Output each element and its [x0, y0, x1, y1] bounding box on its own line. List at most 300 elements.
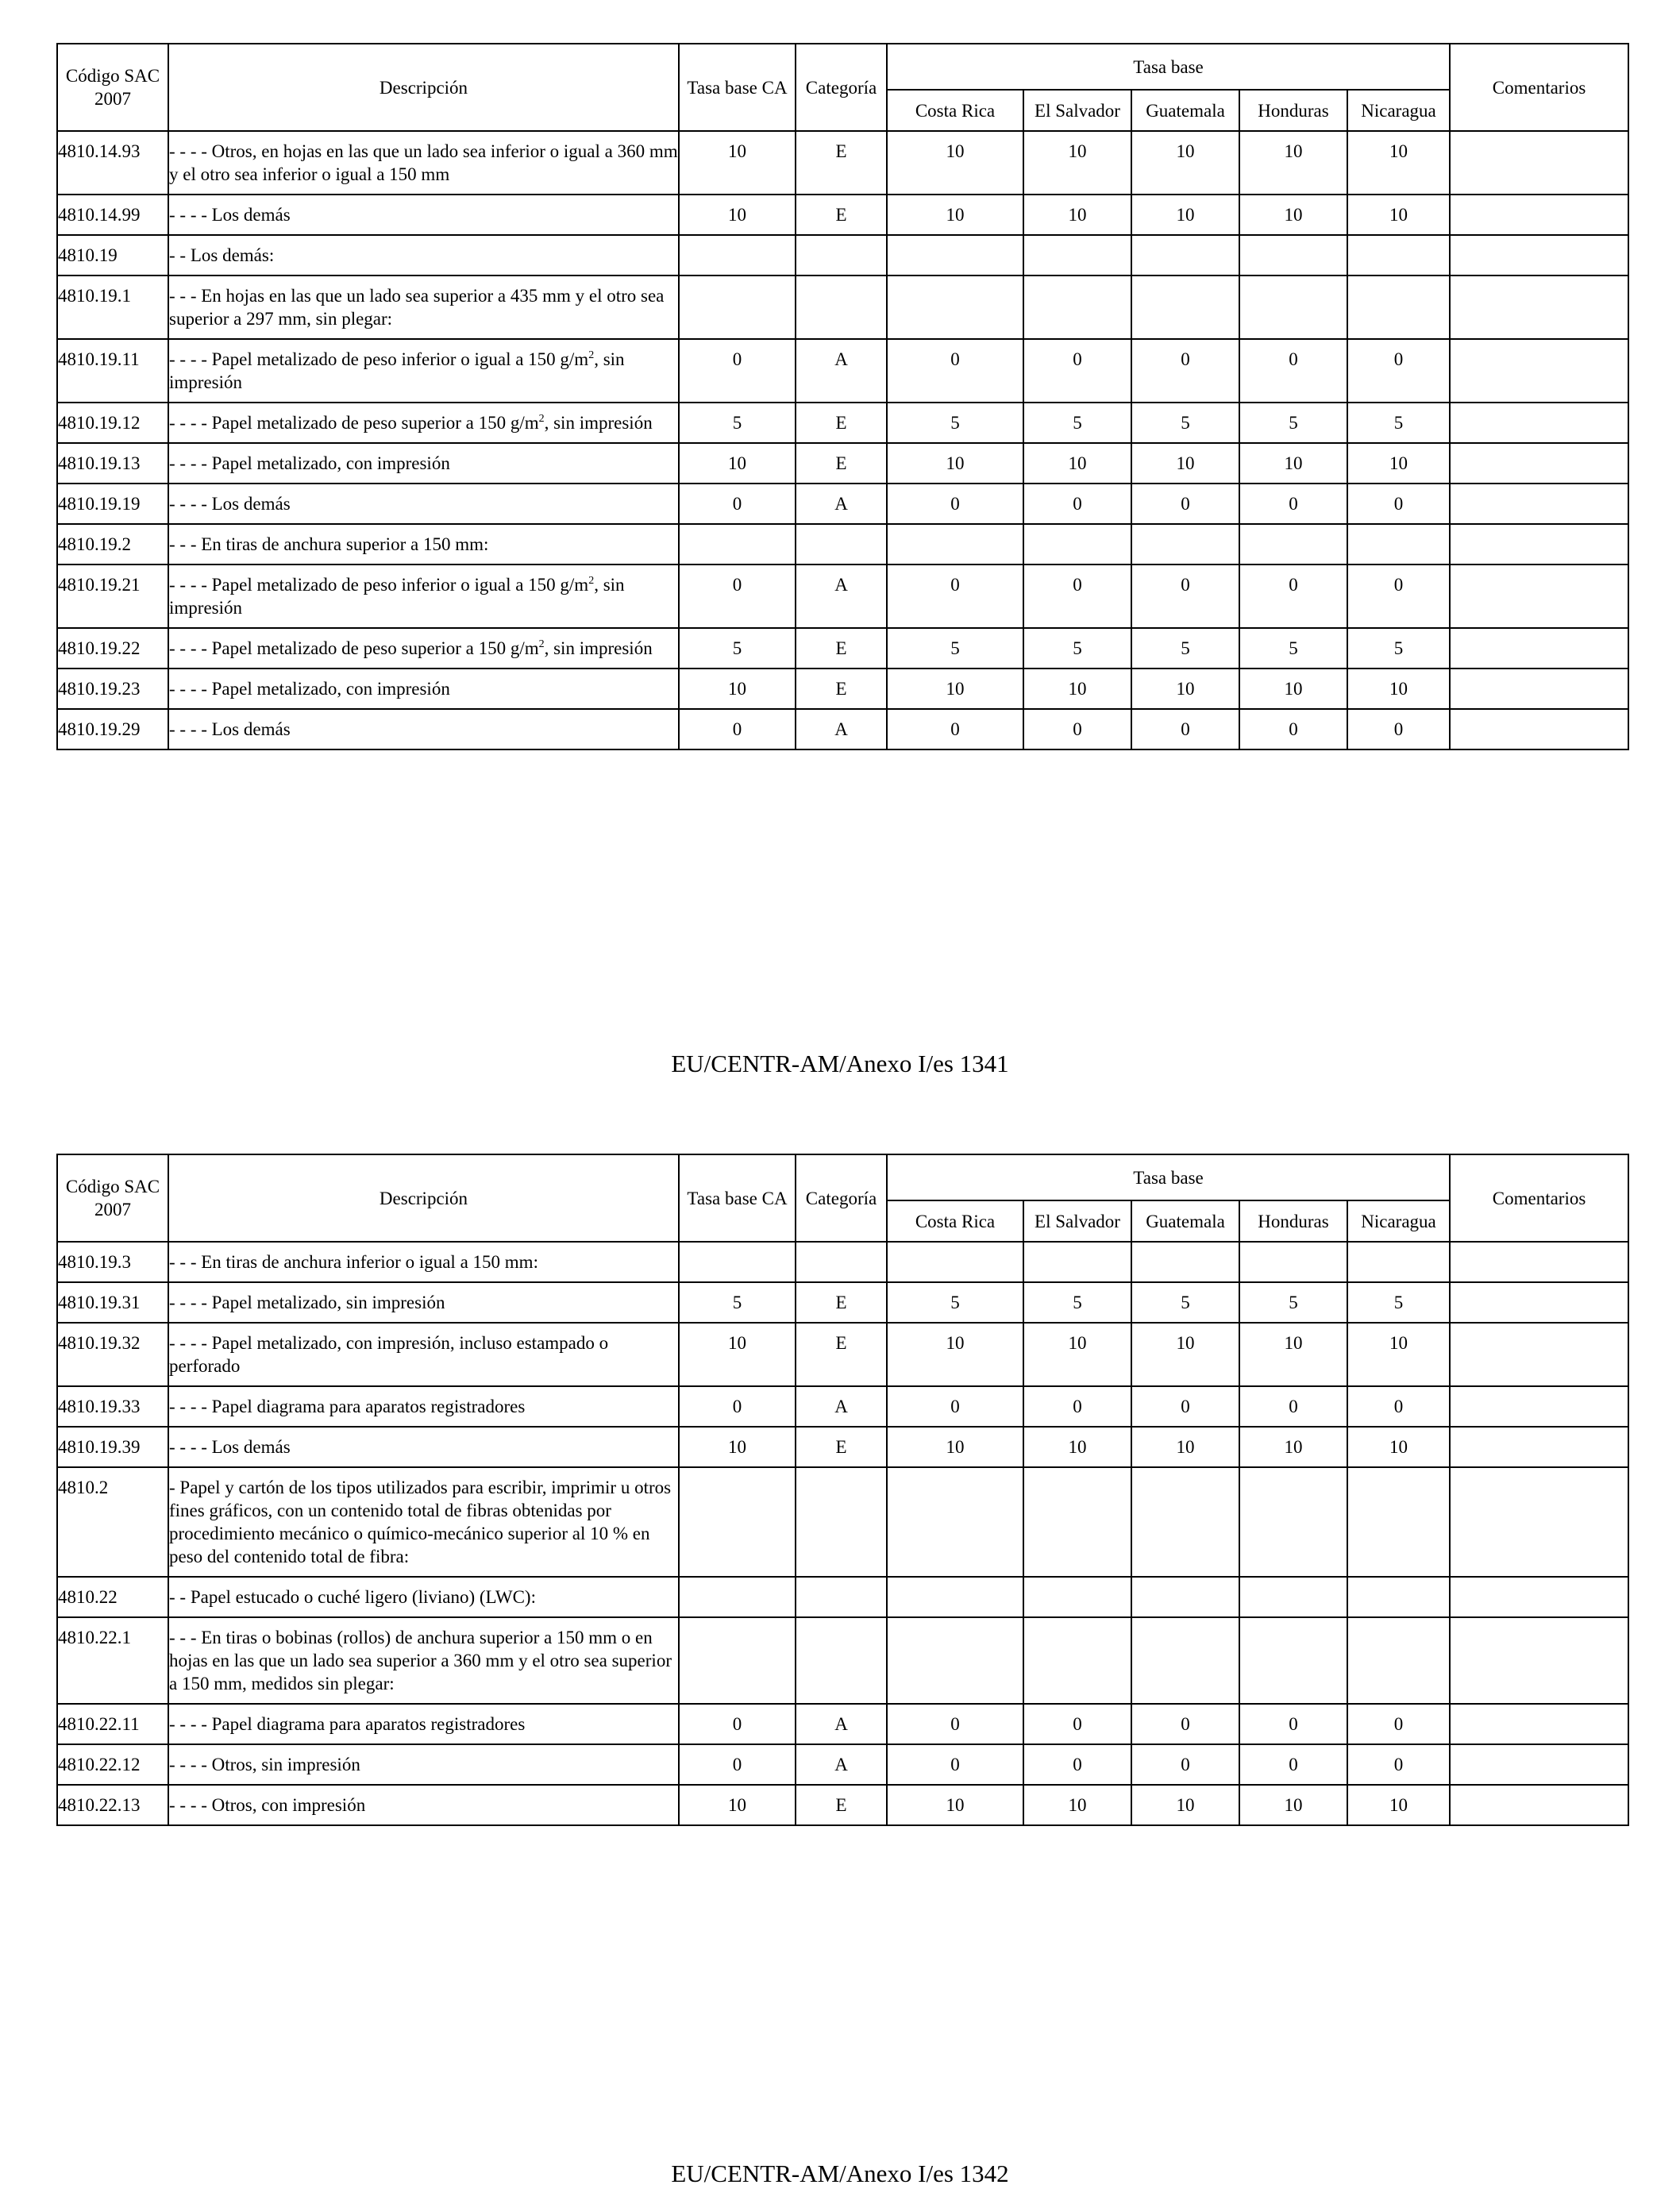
rate-costa-rica: 5: [887, 628, 1023, 669]
table-row: [57, 1744, 1628, 1785]
rate-el-salvador: 5: [1023, 1282, 1131, 1323]
rate-honduras: 10: [1239, 1427, 1347, 1467]
rate-costa-rica: 0: [887, 1704, 1023, 1744]
rate-nicaragua: 10: [1347, 1323, 1450, 1386]
rate-el-salvador: [1023, 1577, 1131, 1617]
sac-code: 4810.19.31: [57, 1282, 168, 1323]
rate-guatemala: 0: [1131, 1704, 1239, 1744]
table-row: [57, 564, 1628, 628]
base-rate-ca: [679, 1242, 796, 1282]
rate-el-salvador: 5: [1023, 403, 1131, 443]
base-rate-ca: 10: [679, 443, 796, 484]
rate-guatemala: 0: [1131, 564, 1239, 628]
base-rate-ca: 0: [679, 709, 796, 749]
table-row: [57, 1282, 1628, 1323]
table-row: [57, 1323, 1628, 1386]
comments-cell: [1450, 403, 1628, 443]
comments-cell: [1450, 669, 1628, 709]
rate-el-salvador: 0: [1023, 1704, 1131, 1744]
rate-guatemala: [1131, 276, 1239, 339]
table-row: [57, 235, 1628, 276]
base-rate-ca: 10: [679, 1427, 796, 1467]
sac-code: 4810.19.19: [57, 484, 168, 524]
rate-costa-rica: [887, 276, 1023, 339]
rate-guatemala: 5: [1131, 403, 1239, 443]
comments-cell: [1450, 1617, 1628, 1704]
table-row: [57, 131, 1628, 195]
rate-honduras: 10: [1239, 669, 1347, 709]
sac-code: 4810.19.3: [57, 1242, 168, 1282]
category: A: [796, 484, 887, 524]
description-cell: - - - - Papel metalizado, con impresión, incluso estampado o perforado: [168, 1323, 679, 1386]
table-row: [57, 1577, 1628, 1617]
rate-honduras: 10: [1239, 1323, 1347, 1386]
rate-costa-rica: 0: [887, 709, 1023, 749]
header-honduras: Honduras: [1239, 90, 1347, 131]
base-rate-ca: [679, 1467, 796, 1577]
rate-nicaragua: 0: [1347, 339, 1450, 403]
description-cell: - - - En tiras o bobinas (rollos) de anchura superior a 150 mm o en hojas en las que un lado sea superior a 360 mm y el otro sea superior a 150 mm, medidos sin plegar:: [168, 1617, 679, 1704]
description-cell: - - - - Otros, con impresión: [168, 1785, 679, 1825]
rate-nicaragua: [1347, 1617, 1450, 1704]
base-rate-ca: 10: [679, 1323, 796, 1386]
rate-guatemala: [1131, 1577, 1239, 1617]
rate-honduras: 10: [1239, 195, 1347, 235]
rate-el-salvador: 0: [1023, 484, 1131, 524]
rate-nicaragua: 0: [1347, 564, 1450, 628]
rate-costa-rica: 0: [887, 564, 1023, 628]
base-rate-ca: 5: [679, 403, 796, 443]
sac-code: 4810.19.39: [57, 1427, 168, 1467]
header-rate-ca: Tasa base CA: [679, 44, 796, 131]
rate-honduras: [1239, 1242, 1347, 1282]
description-cell: - - - - Los demás: [168, 709, 679, 749]
sac-code: 4810.19.2: [57, 524, 168, 564]
description-text: , sin impresión: [544, 413, 653, 433]
description-cell: - - - - Papel diagrama para aparatos registradores: [168, 1386, 679, 1427]
comments-cell: [1450, 709, 1628, 749]
rate-el-salvador: [1023, 524, 1131, 564]
sac-code: 4810.19.13: [57, 443, 168, 484]
description-cell: [168, 403, 679, 443]
tariff-table-1: [56, 43, 1629, 750]
sac-code: 4810.14.99: [57, 195, 168, 235]
base-rate-ca: [679, 1577, 796, 1617]
rate-guatemala: 0: [1131, 1744, 1239, 1785]
base-rate-ca: [679, 1617, 796, 1704]
comments-cell: [1450, 1323, 1628, 1386]
description-cell: - - Los demás:: [168, 235, 679, 276]
tariff-table-2: [56, 1154, 1629, 1826]
rate-nicaragua: [1347, 1577, 1450, 1617]
unit-exponent: 2: [588, 349, 595, 361]
sac-code: 4810.22.1: [57, 1617, 168, 1704]
category: [796, 235, 887, 276]
rate-guatemala: 10: [1131, 1323, 1239, 1386]
rate-costa-rica: [887, 1467, 1023, 1577]
table-row: [57, 1242, 1628, 1282]
header-comments: Comentarios: [1450, 1154, 1628, 1242]
sac-code: 4810.22.13: [57, 1785, 168, 1825]
sac-code: 4810.19.23: [57, 669, 168, 709]
description-text: - - - - Papel metalizado de peso superior a 150 g/m: [169, 638, 539, 658]
comments-cell: [1450, 484, 1628, 524]
table-row: [57, 484, 1628, 524]
rate-honduras: [1239, 235, 1347, 276]
rate-honduras: 0: [1239, 339, 1347, 403]
sac-code: 4810.22: [57, 1577, 168, 1617]
rate-costa-rica: [887, 1617, 1023, 1704]
category: E: [796, 1427, 887, 1467]
category: [796, 1467, 887, 1577]
description-cell: - - - - Papel diagrama para aparatos registradores: [168, 1704, 679, 1744]
header-comments: Comentarios: [1450, 44, 1628, 131]
rate-guatemala: 10: [1131, 195, 1239, 235]
rate-el-salvador: 0: [1023, 564, 1131, 628]
rate-nicaragua: 10: [1347, 443, 1450, 484]
rate-nicaragua: 0: [1347, 1386, 1450, 1427]
rate-el-salvador: [1023, 1617, 1131, 1704]
description-cell: - - - En tiras de anchura superior a 150 mm:: [168, 524, 679, 564]
category: E: [796, 443, 887, 484]
sac-code: 4810.19.33: [57, 1386, 168, 1427]
category: [796, 276, 887, 339]
rate-honduras: 0: [1239, 1744, 1347, 1785]
rate-honduras: 0: [1239, 1386, 1347, 1427]
rate-nicaragua: [1347, 276, 1450, 339]
description-text: , sin impresión: [544, 638, 653, 658]
unit-exponent: 2: [538, 413, 545, 425]
page-footer-1341: EU/CENTR-AM/Anexo I/es 1341: [671, 1050, 1009, 1077]
description-cell: - - - - Papel metalizado, con impresión: [168, 669, 679, 709]
header-category: Categoría: [796, 44, 887, 131]
base-rate-ca: 10: [679, 195, 796, 235]
rate-nicaragua: 0: [1347, 709, 1450, 749]
comments-cell: [1450, 1785, 1628, 1825]
rate-el-salvador: [1023, 1242, 1131, 1282]
rate-guatemala: [1131, 1242, 1239, 1282]
sac-code: 4810.22.12: [57, 1744, 168, 1785]
rate-costa-rica: 10: [887, 1323, 1023, 1386]
table-row: [57, 403, 1628, 443]
rate-el-salvador: 0: [1023, 1744, 1131, 1785]
rate-el-salvador: 5: [1023, 628, 1131, 669]
description-cell: [168, 339, 679, 403]
header-honduras: Honduras: [1239, 1200, 1347, 1242]
rate-guatemala: [1131, 1467, 1239, 1577]
rate-costa-rica: [887, 1242, 1023, 1282]
category: E: [796, 1282, 887, 1323]
rate-el-salvador: 10: [1023, 1427, 1131, 1467]
base-rate-ca: [679, 276, 796, 339]
rate-honduras: [1239, 1577, 1347, 1617]
header-category: Categoría: [796, 1154, 887, 1242]
sac-code: 4810.19.12: [57, 403, 168, 443]
unit-exponent: 2: [588, 575, 595, 587]
table-row: [57, 1617, 1628, 1704]
rate-nicaragua: [1347, 1242, 1450, 1282]
rate-el-salvador: 10: [1023, 131, 1131, 195]
rate-nicaragua: 0: [1347, 1704, 1450, 1744]
sac-code: 4810.14.93: [57, 131, 168, 195]
category: A: [796, 1386, 887, 1427]
comments-cell: [1450, 1386, 1628, 1427]
unit-exponent: 2: [538, 638, 545, 650]
rate-nicaragua: 10: [1347, 1427, 1450, 1467]
rate-guatemala: 10: [1131, 443, 1239, 484]
rate-guatemala: 0: [1131, 1386, 1239, 1427]
rate-costa-rica: 0: [887, 1744, 1023, 1785]
description-text: , sin impresión: [169, 349, 625, 392]
base-rate-ca: 0: [679, 1386, 796, 1427]
header-costa-rica: Costa Rica: [887, 90, 1023, 131]
rate-guatemala: 0: [1131, 709, 1239, 749]
header-guatemala: Guatemala: [1131, 1200, 1239, 1242]
category: E: [796, 403, 887, 443]
rate-honduras: 0: [1239, 484, 1347, 524]
header-nicaragua: Nicaragua: [1347, 90, 1450, 131]
comments-cell: [1450, 1282, 1628, 1323]
category: E: [796, 1323, 887, 1386]
rate-costa-rica: [887, 235, 1023, 276]
rate-honduras: 5: [1239, 403, 1347, 443]
description-text: , sin impresión: [169, 575, 625, 618]
description-cell: - - - En hojas en las que un lado sea superior a 435 mm y el otro sea superior a 297 mm, sin plegar:: [168, 276, 679, 339]
comments-cell: [1450, 524, 1628, 564]
rate-costa-rica: 10: [887, 131, 1023, 195]
category: E: [796, 131, 887, 195]
rate-honduras: 0: [1239, 1704, 1347, 1744]
rate-guatemala: 5: [1131, 1282, 1239, 1323]
header-description: Descripción: [168, 44, 679, 131]
comments-cell: [1450, 1427, 1628, 1467]
rate-el-salvador: 10: [1023, 195, 1131, 235]
comments-cell: [1450, 195, 1628, 235]
description-cell: - - - - Los demás: [168, 1427, 679, 1467]
description-text: - - - - Papel metalizado de peso superior a 150 g/m: [169, 413, 539, 433]
sac-code: 4810.19: [57, 235, 168, 276]
table-row: [57, 195, 1628, 235]
sac-code: 4810.19.1: [57, 276, 168, 339]
rate-costa-rica: 10: [887, 195, 1023, 235]
sac-code: 4810.2: [57, 1467, 168, 1577]
rate-nicaragua: 10: [1347, 131, 1450, 195]
base-rate-ca: 0: [679, 339, 796, 403]
comments-cell: [1450, 564, 1628, 628]
rate-el-salvador: 10: [1023, 1323, 1131, 1386]
rate-honduras: 0: [1239, 709, 1347, 749]
description-cell: - - - - Otros, sin impresión: [168, 1744, 679, 1785]
rate-honduras: 10: [1239, 443, 1347, 484]
rate-costa-rica: 0: [887, 339, 1023, 403]
category: E: [796, 1785, 887, 1825]
sac-code: 4810.19.21: [57, 564, 168, 628]
rate-costa-rica: 10: [887, 1427, 1023, 1467]
comments-cell: [1450, 1467, 1628, 1577]
rate-costa-rica: [887, 524, 1023, 564]
description-cell: - Papel y cartón de los tipos utilizados para escribir, imprimir u otros fines gráficos, con un contenido total de fibras obtenidas por procedimiento mecánico o químico-mecánico superior al 10 % en peso del contenido total de fibra:: [168, 1467, 679, 1577]
rate-honduras: [1239, 1617, 1347, 1704]
header-tasa-base: Tasa base: [887, 1154, 1450, 1200]
rate-honduras: 0: [1239, 564, 1347, 628]
sac-code: 4810.19.29: [57, 709, 168, 749]
comments-cell: [1450, 339, 1628, 403]
rate-costa-rica: 10: [887, 669, 1023, 709]
rate-guatemala: 10: [1131, 1785, 1239, 1825]
header-code: Código SAC 2007: [57, 44, 168, 131]
description-text: - - - - Papel metalizado de peso inferior o igual a 150 g/m: [169, 575, 589, 595]
header-code: Código SAC 2007: [57, 1154, 168, 1242]
category: [796, 524, 887, 564]
table-row: [57, 1427, 1628, 1467]
rate-nicaragua: 10: [1347, 195, 1450, 235]
rate-el-salvador: 10: [1023, 1785, 1131, 1825]
table-row: [57, 1704, 1628, 1744]
rate-el-salvador: 10: [1023, 443, 1131, 484]
base-rate-ca: 0: [679, 1704, 796, 1744]
table-row: [57, 339, 1628, 403]
header-rate-ca: Tasa base CA: [679, 1154, 796, 1242]
table-row: [57, 628, 1628, 669]
header-tasa-base: Tasa base: [887, 44, 1450, 90]
sac-code: 4810.19.11: [57, 339, 168, 403]
rate-nicaragua: 0: [1347, 1744, 1450, 1785]
category: A: [796, 564, 887, 628]
description-cell: - - - En tiras de anchura inferior o igual a 150 mm:: [168, 1242, 679, 1282]
rate-honduras: [1239, 276, 1347, 339]
table-row: [57, 1467, 1628, 1577]
header-nicaragua: Nicaragua: [1347, 1200, 1450, 1242]
comments-cell: [1450, 235, 1628, 276]
rate-nicaragua: 5: [1347, 403, 1450, 443]
table-row: [57, 443, 1628, 484]
rate-costa-rica: 10: [887, 443, 1023, 484]
description-cell: [168, 564, 679, 628]
comments-cell: [1450, 628, 1628, 669]
rate-guatemala: 10: [1131, 669, 1239, 709]
header-description: Descripción: [168, 1154, 679, 1242]
rate-nicaragua: 10: [1347, 1785, 1450, 1825]
table-row: [57, 276, 1628, 339]
category: E: [796, 195, 887, 235]
rate-guatemala: [1131, 235, 1239, 276]
rate-nicaragua: [1347, 524, 1450, 564]
rate-honduras: 5: [1239, 1282, 1347, 1323]
category: A: [796, 709, 887, 749]
category: A: [796, 1744, 887, 1785]
base-rate-ca: 0: [679, 484, 796, 524]
table-row: [57, 709, 1628, 749]
description-cell: - - Papel estucado o cuché ligero (liviano) (LWC):: [168, 1577, 679, 1617]
header-guatemala: Guatemala: [1131, 90, 1239, 131]
sac-code: 4810.19.32: [57, 1323, 168, 1386]
rate-honduras: 5: [1239, 628, 1347, 669]
description-cell: [168, 628, 679, 669]
table-row: [57, 1785, 1628, 1825]
table-row: [57, 524, 1628, 564]
rate-costa-rica: 5: [887, 1282, 1023, 1323]
rate-nicaragua: 0: [1347, 484, 1450, 524]
sac-code: 4810.19.22: [57, 628, 168, 669]
rate-el-salvador: 0: [1023, 1386, 1131, 1427]
header-el-salvador: El Salvador: [1023, 90, 1131, 131]
header-el-salvador: El Salvador: [1023, 1200, 1131, 1242]
category: A: [796, 339, 887, 403]
base-rate-ca: [679, 235, 796, 276]
rate-honduras: [1239, 1467, 1347, 1577]
category: E: [796, 628, 887, 669]
rate-honduras: [1239, 524, 1347, 564]
description-cell: - - - - Papel metalizado, con impresión: [168, 443, 679, 484]
table-row: [57, 1386, 1628, 1427]
rate-costa-rica: 5: [887, 403, 1023, 443]
description-text: - - - - Papel metalizado de peso inferior o igual a 150 g/m: [169, 349, 589, 369]
rate-costa-rica: [887, 1577, 1023, 1617]
rate-honduras: 10: [1239, 131, 1347, 195]
rate-costa-rica: 0: [887, 1386, 1023, 1427]
description-cell: - - - - Otros, en hojas en las que un lado sea inferior o igual a 360 mm y el otro sea inferior o igual a 150 mm: [168, 131, 679, 195]
rate-nicaragua: 10: [1347, 669, 1450, 709]
description-cell: - - - - Los demás: [168, 484, 679, 524]
rate-costa-rica: 10: [887, 1785, 1023, 1825]
comments-cell: [1450, 276, 1628, 339]
header-costa-rica: Costa Rica: [887, 1200, 1023, 1242]
base-rate-ca: 10: [679, 131, 796, 195]
rate-el-salvador: [1023, 235, 1131, 276]
comments-cell: [1450, 1577, 1628, 1617]
rate-costa-rica: 0: [887, 484, 1023, 524]
category: [796, 1242, 887, 1282]
rate-el-salvador: 0: [1023, 709, 1131, 749]
rate-nicaragua: [1347, 1467, 1450, 1577]
description-cell: - - - - Los demás: [168, 195, 679, 235]
sac-code: 4810.22.11: [57, 1704, 168, 1744]
rate-el-salvador: [1023, 1467, 1131, 1577]
comments-cell: [1450, 443, 1628, 484]
base-rate-ca: 0: [679, 564, 796, 628]
rate-el-salvador: 0: [1023, 339, 1131, 403]
table-row: [57, 669, 1628, 709]
category: A: [796, 1704, 887, 1744]
comments-cell: [1450, 1704, 1628, 1744]
rate-guatemala: 10: [1131, 131, 1239, 195]
rate-nicaragua: 5: [1347, 1282, 1450, 1323]
base-rate-ca: 10: [679, 1785, 796, 1825]
description-cell: - - - - Papel metalizado, sin impresión: [168, 1282, 679, 1323]
base-rate-ca: 5: [679, 1282, 796, 1323]
category: [796, 1617, 887, 1704]
rate-guatemala: 10: [1131, 1427, 1239, 1467]
rate-el-salvador: 10: [1023, 669, 1131, 709]
page-footer-1342: EU/CENTR-AM/Anexo I/es 1342: [671, 2160, 1009, 2187]
rate-el-salvador: [1023, 276, 1131, 339]
rate-nicaragua: [1347, 235, 1450, 276]
comments-cell: [1450, 1242, 1628, 1282]
rate-honduras: 10: [1239, 1785, 1347, 1825]
rate-guatemala: [1131, 1617, 1239, 1704]
base-rate-ca: [679, 524, 796, 564]
rate-guatemala: 0: [1131, 484, 1239, 524]
category: [796, 1577, 887, 1617]
comments-cell: [1450, 1744, 1628, 1785]
rate-nicaragua: 5: [1347, 628, 1450, 669]
base-rate-ca: 5: [679, 628, 796, 669]
base-rate-ca: 10: [679, 669, 796, 709]
category: E: [796, 669, 887, 709]
comments-cell: [1450, 131, 1628, 195]
rate-guatemala: 5: [1131, 628, 1239, 669]
rate-guatemala: [1131, 524, 1239, 564]
